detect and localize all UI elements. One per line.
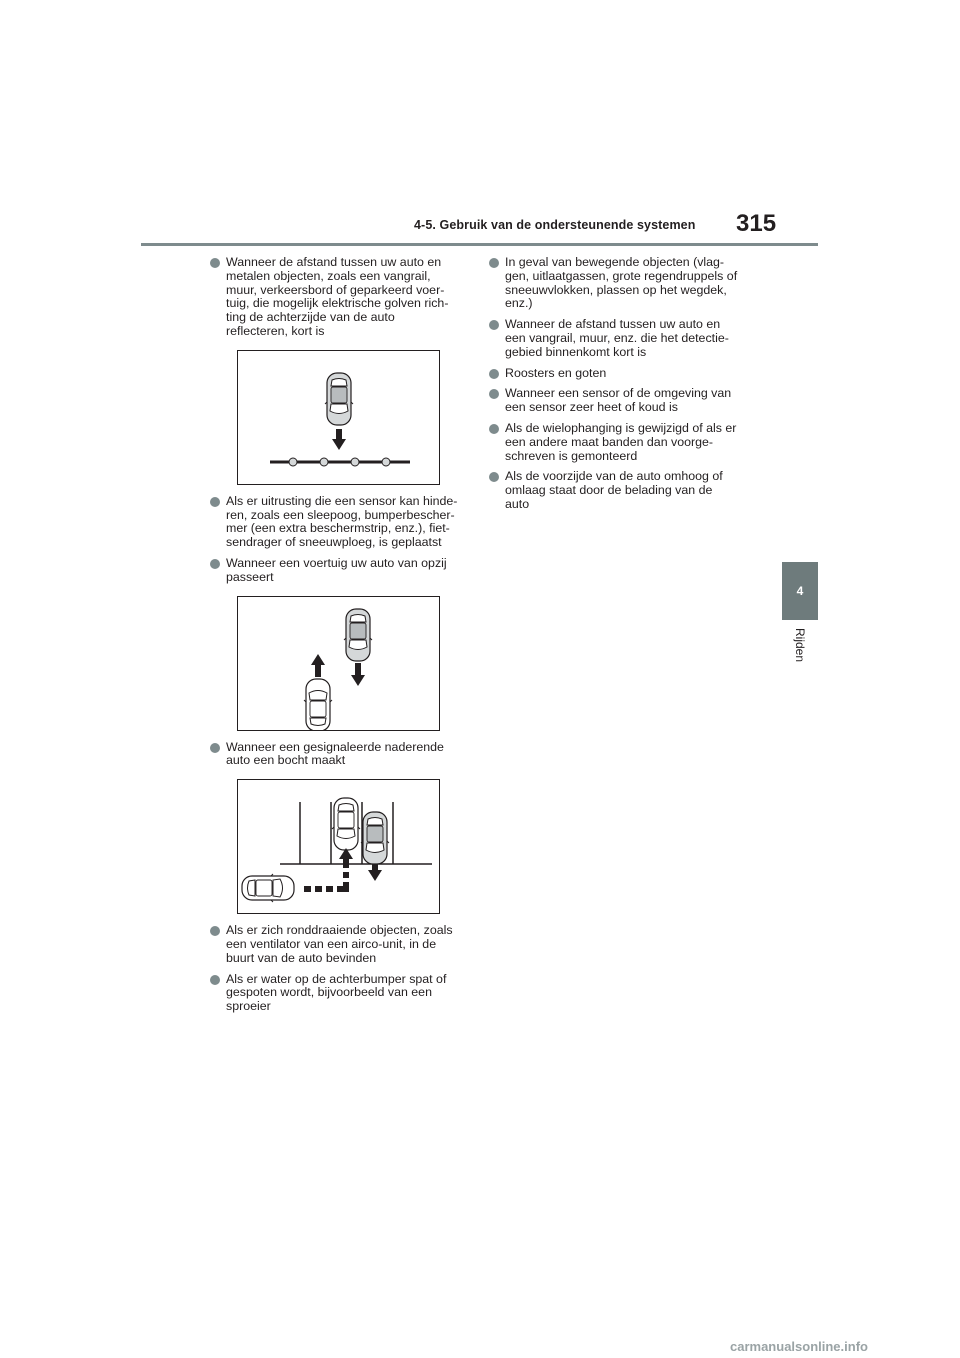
bullet-icon <box>489 424 499 434</box>
item-text: Roosters en goten <box>505 365 607 380</box>
header-rule <box>141 243 818 246</box>
list-item <box>489 470 739 511</box>
section-title: 4-5. Gebruik van de ondersteunende systemen <box>414 218 696 232</box>
list-item <box>210 741 460 769</box>
list-item <box>210 924 460 965</box>
bullet-icon <box>489 369 499 379</box>
list-item <box>489 387 739 415</box>
item-text: Wanneer de afstand tussen uw auto en een vangrail, muur, enz. die het detectie-gebied binnenkomt kort is <box>505 317 729 359</box>
left-column <box>210 256 460 1021</box>
list-item <box>210 557 460 585</box>
list-item <box>489 256 739 311</box>
item-text: Als de wielophanging is gewijzigd of als er een andere maat banden dan voorge-schreven is gemonteerd <box>505 420 737 463</box>
bullet-icon <box>210 258 220 268</box>
figure-guardrail <box>237 350 440 485</box>
bullet-icon <box>210 559 220 569</box>
bullet-icon <box>210 497 220 507</box>
item-text: In geval van bewegende objecten (vlag-gen, uitlaatgassen, grote regendruppels of sneeuwvlokken, plassen op het wegdek, enz.) <box>505 255 738 311</box>
list-item <box>210 256 460 339</box>
list-item <box>489 318 739 359</box>
bullet-icon <box>489 258 499 268</box>
right-column <box>489 256 739 519</box>
list-item <box>489 367 739 381</box>
bullet-icon <box>489 389 499 399</box>
bullet-icon <box>489 320 499 330</box>
bullet-icon <box>210 975 220 985</box>
item-text: Als er water op de achterbumper spat of gespoten wordt, bijvoorbeeld van een sproeier <box>226 971 447 1014</box>
bullet-icon <box>210 743 220 753</box>
bullet-icon <box>489 472 499 482</box>
item-text: Wanneer een sensor of de omgeving van een sensor zeer heet of koud is <box>505 386 732 415</box>
item-text: Wanneer een gesignaleerde naderende auto een bocht maakt <box>226 739 444 768</box>
chapter-tab: 4 <box>782 562 818 620</box>
item-text: Wanneer de afstand tussen uw auto en metalen objecten, zoals een vangrail, muur, verkeersbord of geparkeerd voer-tuig, die mogelijk elektrische golven rich-ting de achterzijde van de auto reflecteren, kort is <box>226 255 449 338</box>
list-item <box>210 495 460 550</box>
list-item <box>210 973 460 1014</box>
bullet-icon <box>210 926 220 936</box>
chapter-label: Rijden <box>793 628 807 663</box>
item-text: Wanneer een voertuig uw auto van opzij passeert <box>226 555 447 584</box>
item-text: Als de voorzijde van de auto omhoog of omlaag staat door de belading van de auto <box>505 469 723 511</box>
figure-turning-vehicle <box>237 779 440 914</box>
watermark: carmanualsonline.info <box>730 1339 868 1354</box>
item-text: Als er uitrusting die een sensor kan hinde-ren, zoals een sleepoog, bumperbescher-mer (een extra beschermstrip, enz.), fiet-sendrager of sneeuwploeg, is geplaatst <box>226 493 458 550</box>
page-number: 315 <box>736 210 777 237</box>
figure-passing-vehicle <box>237 596 440 731</box>
item-text: Als er zich ronddraaiende objecten, zoals een ventilator van een airco-unit, in de buurt van de auto bevinden <box>226 923 453 965</box>
list-item <box>489 422 739 463</box>
